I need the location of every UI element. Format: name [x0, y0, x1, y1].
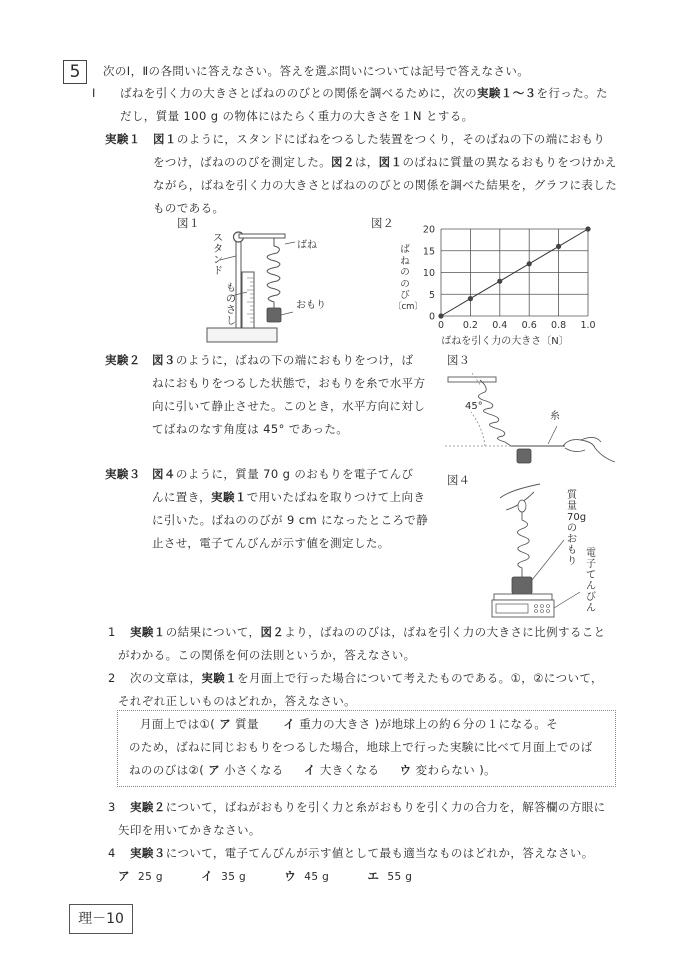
passage-text: )が地球上の約６分の１になる。そ — [374, 717, 559, 731]
chart-xticks — [438, 320, 596, 331]
q2-text-b: を月面上で行った場合について考えたものである。①，②について， — [237, 671, 603, 685]
y-tick-label: 20 — [422, 224, 435, 236]
experiment1-ref: 実験１ — [201, 671, 238, 685]
experiment3-text2a: んに置き， — [152, 490, 212, 504]
support-bar — [448, 377, 496, 382]
experiment1-line1 — [153, 127, 605, 151]
experiment1-ref: 実験１ — [211, 490, 247, 504]
question1-number: 1 — [108, 625, 116, 639]
weight — [517, 449, 531, 463]
y-tick-label: 0 — [428, 311, 435, 323]
experiment1-text2b: は， — [354, 155, 379, 169]
experiment3-line1 — [152, 462, 413, 486]
question4-options — [118, 864, 412, 889]
experiment3-text1: のように，質量 70 g のおもりを電子てんび — [175, 467, 414, 481]
choice-key: ウ — [399, 763, 412, 777]
x-tick-label: 0.2 — [462, 320, 478, 331]
experiment3-line3: に引いた。ばねののびが 9 cm になったところで静 — [152, 513, 429, 527]
weight-leader — [532, 540, 564, 580]
experiment1-text2a: をつけ，ばねののびを測定した。 — [153, 155, 332, 169]
figure3-diagram — [445, 370, 625, 465]
question3-number: 3 — [108, 800, 116, 814]
weight70-label: 質量70gのおもり — [567, 490, 587, 567]
section-label: Ⅰ — [92, 86, 96, 100]
question2-line1 — [130, 666, 603, 690]
section1-line2: だし，質量 100 g の物体にはたらく重力の大きさを１N とする。 — [120, 109, 474, 123]
experiment1-text2c: のばねに質量の異なるおもりをつけかえ — [402, 155, 617, 169]
experiment1-line4: ものである。 — [153, 201, 225, 215]
figure1-title: 図１ — [177, 216, 200, 230]
question3-line2: 矢印を用いてかきなさい。 — [118, 823, 261, 837]
thread-label: 糸 — [550, 411, 560, 422]
experiment3-label: 実験３ — [105, 467, 141, 481]
question3-line1 — [130, 795, 606, 819]
section1-text-c: を行った。た — [536, 86, 608, 100]
experiment1-ref: 実験１ — [130, 625, 166, 639]
question1-line1 — [130, 620, 606, 644]
weight-leader — [281, 312, 293, 315]
weight — [512, 577, 532, 594]
experiment2-line3: 向に引いて静止させた。このとき，水平方向に対し — [152, 399, 426, 413]
fig3-ref: 図３ — [152, 353, 176, 367]
x-tick-label: 0 — [437, 320, 445, 331]
spring — [478, 380, 511, 446]
option-value-a: 25 g — [138, 871, 163, 883]
passage-text: )。 — [479, 763, 496, 777]
experiment3-text2b: で用いたばねを取りつけて上向き — [246, 490, 426, 504]
figure3-title: 図３ — [447, 353, 470, 367]
stand-arm — [239, 234, 285, 238]
option-key-a: ア — [118, 869, 130, 883]
section1-line1 — [120, 81, 608, 105]
ylabel-char: の — [400, 267, 410, 278]
experiment3-ref: 実験３ — [130, 846, 166, 860]
q2-text-a: 次の文章は， — [130, 671, 202, 685]
weight — [267, 308, 281, 322]
passage-text: 月面上では①( — [140, 717, 216, 731]
data-point — [497, 279, 502, 284]
ylabel-unit: 〔cm〕 — [393, 301, 423, 312]
data-point — [527, 261, 532, 266]
weight-label: おもり — [296, 300, 326, 311]
fig1-ref-2: 図１ — [378, 155, 403, 169]
y-tick-label: 5 — [428, 289, 435, 301]
ylabel-char: ば — [400, 244, 410, 255]
experiment2-text1: のように，ばねの下の端におもりをつけ，ば — [175, 353, 414, 367]
figure4-diagram — [480, 480, 587, 620]
ylabel-char: の — [400, 278, 410, 290]
x-tick-label: 0.6 — [521, 320, 537, 331]
option-key-u: ウ — [284, 869, 297, 883]
spring — [517, 512, 529, 577]
passage-line1 — [140, 712, 558, 736]
data-point — [438, 313, 443, 318]
question2-number: 2 — [108, 671, 116, 685]
experiment3-line4: 止させ，電子てんびんが示す値を測定した。 — [152, 536, 390, 550]
spring-label: ばね — [297, 240, 317, 251]
experiment1-text1: のように，スタンドにばねをつるした装置をつくり，そのばねの下の端におもり — [176, 132, 606, 146]
question1-line2: がわかる。この関係を何の法則というか，答えなさい。 — [118, 648, 416, 662]
q1-text-b: より，ばねののびは，ばねを引く力の大きさに比例すること — [284, 625, 606, 639]
stand-base — [207, 328, 277, 342]
choice-key: イ — [283, 717, 296, 731]
experiment2-line2: ねにおもりをつるした状態で，おもりを糸で水平方 — [152, 376, 426, 390]
option-value-e: 55 g — [387, 871, 413, 883]
data-point — [556, 244, 561, 249]
chart-xlabel: ばねを引く力の大きさ〔N〕 — [441, 336, 569, 347]
figure2-title: 図２ — [371, 216, 394, 230]
q3-text: について，ばねがおもりを引く力と糸がおもりを引く力の合力を，解答欄の方眼に — [165, 800, 606, 814]
balance-pan — [494, 594, 552, 600]
question2-line2: それぞれ正しいものはどれか，答えなさい。 — [118, 694, 356, 708]
q1-text-a: の結果について， — [165, 625, 261, 639]
fig4-ref: 図４ — [152, 467, 176, 481]
page-label: 理－10 — [69, 904, 133, 934]
section1-experiments-ref: 実験１～３ — [477, 86, 537, 100]
ylabel-char: び — [400, 290, 410, 301]
fingers — [518, 500, 526, 512]
experiment1-line2 — [153, 150, 617, 174]
figure2-chart — [410, 220, 610, 350]
option-key-i: イ — [201, 869, 214, 883]
y-tick-label: 10 — [422, 268, 435, 279]
choice-key: イ — [303, 763, 316, 777]
experiment2-label: 実験２ — [105, 353, 141, 367]
figure4-title: 図４ — [447, 473, 470, 487]
choice-text: 変わらない — [415, 763, 476, 777]
experiment1-label: 実験１ — [105, 132, 141, 146]
experiment1-line3: ながら，ばねを引く力の大きさとばねののびとの関係を調べた結果を，グラフに表した — [153, 178, 618, 192]
hand-icon — [563, 437, 615, 462]
chart-yticks — [423, 225, 435, 323]
balance-label: 電子てんびん — [586, 548, 596, 614]
experiment2-line4: てばねのなす角度は 45° であった。 — [152, 422, 349, 436]
data-point — [468, 296, 473, 301]
question4-number: 4 — [108, 846, 116, 860]
passage-line3 — [129, 758, 496, 782]
q4-text: について，電子てんびんが示す値として最も適当なものはどれか，答えなさい。 — [165, 846, 594, 860]
intro-text: 次のⅠ，Ⅱの各問いに答えなさい。答えを選ぶ問いについては記号で答えなさい。 — [103, 64, 530, 78]
angle-arc — [471, 412, 485, 446]
question4-line1 — [130, 841, 594, 865]
choice-key: ア — [219, 717, 232, 731]
x-tick-label: 0.4 — [492, 320, 508, 331]
passage-text: ねののびは②( — [129, 763, 205, 777]
section1-text-a: ばねを引く力の大きさとばねののびとの関係を調べるために，次の — [120, 86, 477, 100]
experiment3-line2 — [152, 485, 425, 509]
data-point — [585, 226, 590, 231]
choice-text: 重力の大きさ — [299, 717, 371, 731]
option-value-u: 45 g — [304, 871, 330, 883]
question-number-box: 5 — [63, 60, 87, 84]
ruler — [242, 272, 254, 328]
stand-label: スタンド — [213, 233, 223, 277]
balance-display — [496, 604, 528, 613]
option-value-i: 35 g — [221, 871, 247, 883]
ruler-label: ものさし — [226, 283, 236, 327]
fig1-ref: 図１ — [153, 132, 177, 146]
passage-line2: のため，ばねに同じおもりをつるした場合，地球上で行った実験に比べて月面上でのば — [129, 740, 593, 754]
spring — [267, 238, 280, 308]
fig2-ref: 図２ — [260, 625, 285, 639]
experiment2-ref: 実験２ — [130, 800, 166, 814]
x-tick-label: 0.8 — [551, 320, 567, 331]
fig2-ref: 図２ — [331, 155, 355, 169]
option-key-e: エ — [367, 869, 380, 883]
choice-key: ア — [208, 763, 221, 777]
choice-text: 大きくなる — [319, 763, 380, 777]
thread-leader — [548, 426, 557, 444]
x-tick-label: 1.0 — [580, 320, 596, 331]
spring-leader — [285, 242, 295, 244]
experiment2-line1 — [152, 348, 413, 372]
choice-text: 小さくなる — [224, 763, 284, 777]
y-tick-label: 15 — [422, 246, 435, 258]
balance-leader — [554, 592, 580, 608]
choice-text: 質量 — [235, 717, 259, 731]
ylabel-char: ね — [400, 255, 410, 267]
angle-label: 45° — [465, 401, 483, 412]
